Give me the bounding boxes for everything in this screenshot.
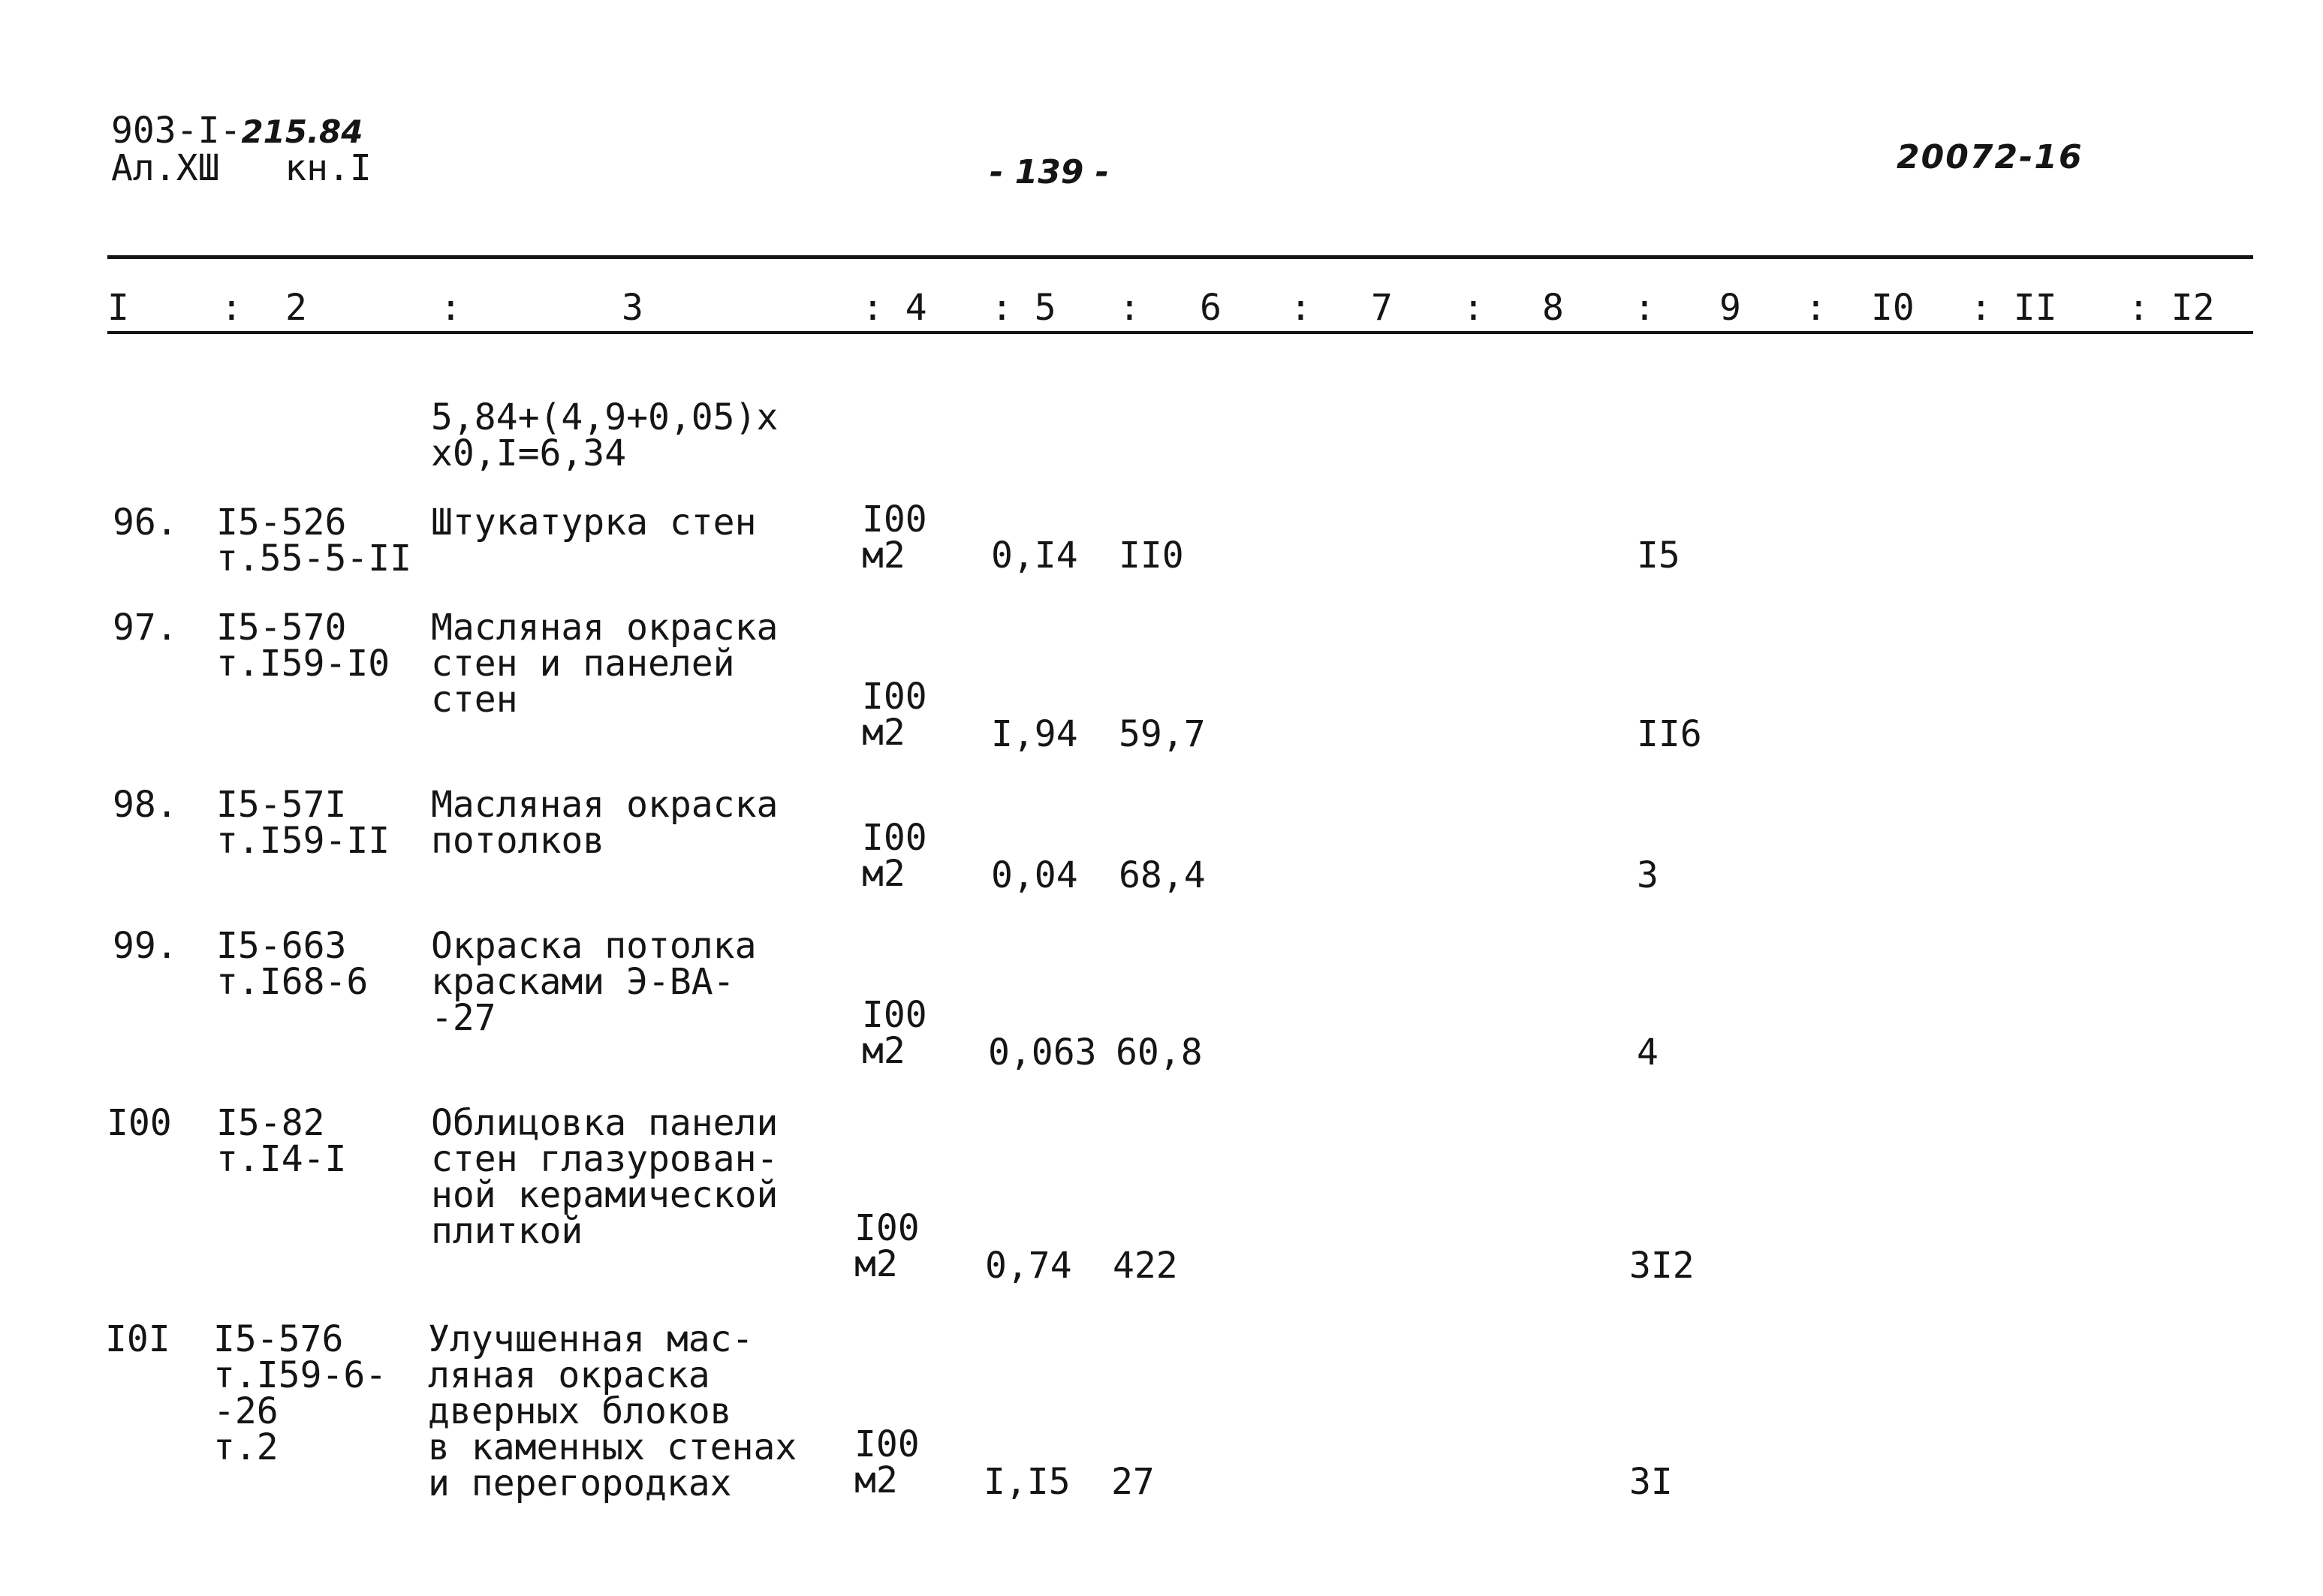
row-description-line: Облицовка панели xyxy=(431,1102,779,1144)
page-number: - 139 - xyxy=(990,153,1110,191)
row-code-line: I5-82 xyxy=(216,1102,325,1144)
row-description-line: дверных блоков xyxy=(428,1390,732,1432)
row-unit-price: 27 xyxy=(1111,1461,1155,1503)
row-description-line: Масляная окраска xyxy=(431,607,779,649)
row-code-line: I5-526 xyxy=(216,501,347,544)
col-2-label: 2 xyxy=(285,287,307,329)
col-10-label: I0 xyxy=(1871,287,1915,329)
formula-line: x0,I=6,34 xyxy=(431,432,627,474)
col-4-label: : 4 xyxy=(862,287,927,329)
col-separator: : xyxy=(1290,287,1312,329)
row-unit-line: I00 xyxy=(854,1207,920,1249)
row-unit-line: I00 xyxy=(862,676,927,718)
row-quantity: 0,063 xyxy=(988,1031,1097,1074)
sheet-code: 20072-16 xyxy=(1897,138,2083,176)
row-total: 3I2 xyxy=(1629,1245,1695,1287)
row-number: I0I xyxy=(105,1318,170,1360)
row-description-line: Штукатурка стен xyxy=(431,501,757,544)
row-unit-line: м2 xyxy=(862,853,905,895)
row-code-line: т.I59-I0 xyxy=(216,643,390,685)
col-separator: : xyxy=(221,287,243,329)
row-quantity: 0,04 xyxy=(991,854,1078,896)
col-separator: : xyxy=(1119,287,1140,329)
row-description-line: ляная окраска xyxy=(428,1354,710,1396)
row-quantity: I,94 xyxy=(991,713,1078,755)
row-total: 4 xyxy=(1637,1031,1659,1074)
row-number: 97. xyxy=(113,607,178,649)
row-unit-line: м2 xyxy=(854,1243,898,1285)
col-5-label: : 5 xyxy=(991,287,1056,329)
col-separator: : xyxy=(1634,287,1656,329)
row-unit-price: 59,7 xyxy=(1119,713,1206,755)
row-description-line: и перегородках xyxy=(428,1462,732,1504)
col-11-label: : II xyxy=(1970,287,2057,329)
row-unit-line: м2 xyxy=(854,1459,898,1501)
row-unit-line: I00 xyxy=(854,1423,920,1465)
row-code-line: I5-663 xyxy=(216,925,347,967)
row-unit-line: м2 xyxy=(862,712,905,754)
row-description-line: Окраска потолка xyxy=(431,925,757,967)
row-description-line: стен глазурован- xyxy=(431,1138,779,1180)
col-1-label: I xyxy=(107,287,129,329)
row-total: II6 xyxy=(1637,713,1702,755)
doc-code xyxy=(111,110,363,152)
row-description-line: -27 xyxy=(431,997,496,1039)
row-quantity: I,I5 xyxy=(984,1461,1071,1503)
col-3-label: 3 xyxy=(622,287,643,329)
row-code-line: т.2 xyxy=(213,1426,279,1468)
row-code-line: -26 xyxy=(213,1390,279,1432)
row-unit-line: I00 xyxy=(862,817,927,859)
row-total: 3 xyxy=(1637,854,1659,896)
row-code-line: I5-57I xyxy=(216,784,347,826)
col-separator: : xyxy=(1805,287,1827,329)
row-description-line: красками Э-ВА- xyxy=(431,961,735,1003)
row-code-line: т.55-5-II xyxy=(216,538,412,580)
row-code-line: I5-570 xyxy=(216,607,347,649)
col-7-label: 7 xyxy=(1371,287,1393,329)
doc-code-handwritten: 215.84 xyxy=(241,113,363,150)
col-8-label: 8 xyxy=(1542,287,1564,329)
row-unit-price: 60,8 xyxy=(1116,1031,1203,1074)
row-description-line: плиткой xyxy=(431,1210,583,1252)
col-separator: : xyxy=(1463,287,1484,329)
row-unit-line: м2 xyxy=(862,535,905,577)
row-description-line: Улучшенная мас- xyxy=(428,1318,754,1360)
row-number: 99. xyxy=(113,925,178,967)
row-unit-price: II0 xyxy=(1119,535,1184,577)
column-header-underline xyxy=(107,331,2253,334)
col-separator: : xyxy=(440,287,462,329)
row-description-line: в каменных стенах xyxy=(428,1426,797,1468)
row-description-line: стен и панелей xyxy=(431,643,735,685)
doc-code-prefix: 903-I- xyxy=(111,110,242,152)
col-6-label: 6 xyxy=(1200,287,1222,329)
row-number: 96. xyxy=(113,501,178,544)
album-book-line: Ал.XШ кн.I xyxy=(111,147,372,189)
row-code-line: т.I59-6- xyxy=(213,1354,387,1396)
row-unit-price: 68,4 xyxy=(1119,854,1206,896)
row-unit-price: 422 xyxy=(1113,1245,1178,1287)
row-description-line: стен xyxy=(431,679,518,721)
row-description-line: ной керамической xyxy=(431,1174,779,1216)
row-unit-line: I00 xyxy=(862,498,927,541)
row-description-line: потолков xyxy=(431,820,605,862)
row-code-line: т.I59-II xyxy=(216,820,390,862)
row-code-line: т.I68-6 xyxy=(216,961,369,1003)
formula-line: 5,84+(4,9+0,05)x xyxy=(431,396,779,438)
row-quantity: 0,74 xyxy=(985,1245,1072,1287)
row-description-line: Масляная окраска xyxy=(431,784,779,826)
row-unit-line: м2 xyxy=(862,1030,905,1072)
col-12-label: : I2 xyxy=(2128,287,2215,329)
top-rule xyxy=(107,255,2253,259)
row-total: I5 xyxy=(1637,535,1680,577)
row-number: 98. xyxy=(113,784,178,826)
row-code-line: I5-576 xyxy=(213,1318,344,1360)
row-quantity: 0,I4 xyxy=(991,535,1078,577)
col-9-label: 9 xyxy=(1719,287,1741,329)
row-unit-line: I00 xyxy=(862,994,927,1036)
row-number: I00 xyxy=(107,1102,172,1144)
row-code-line: т.I4-I xyxy=(216,1138,347,1180)
row-total: 3I xyxy=(1629,1461,1673,1503)
